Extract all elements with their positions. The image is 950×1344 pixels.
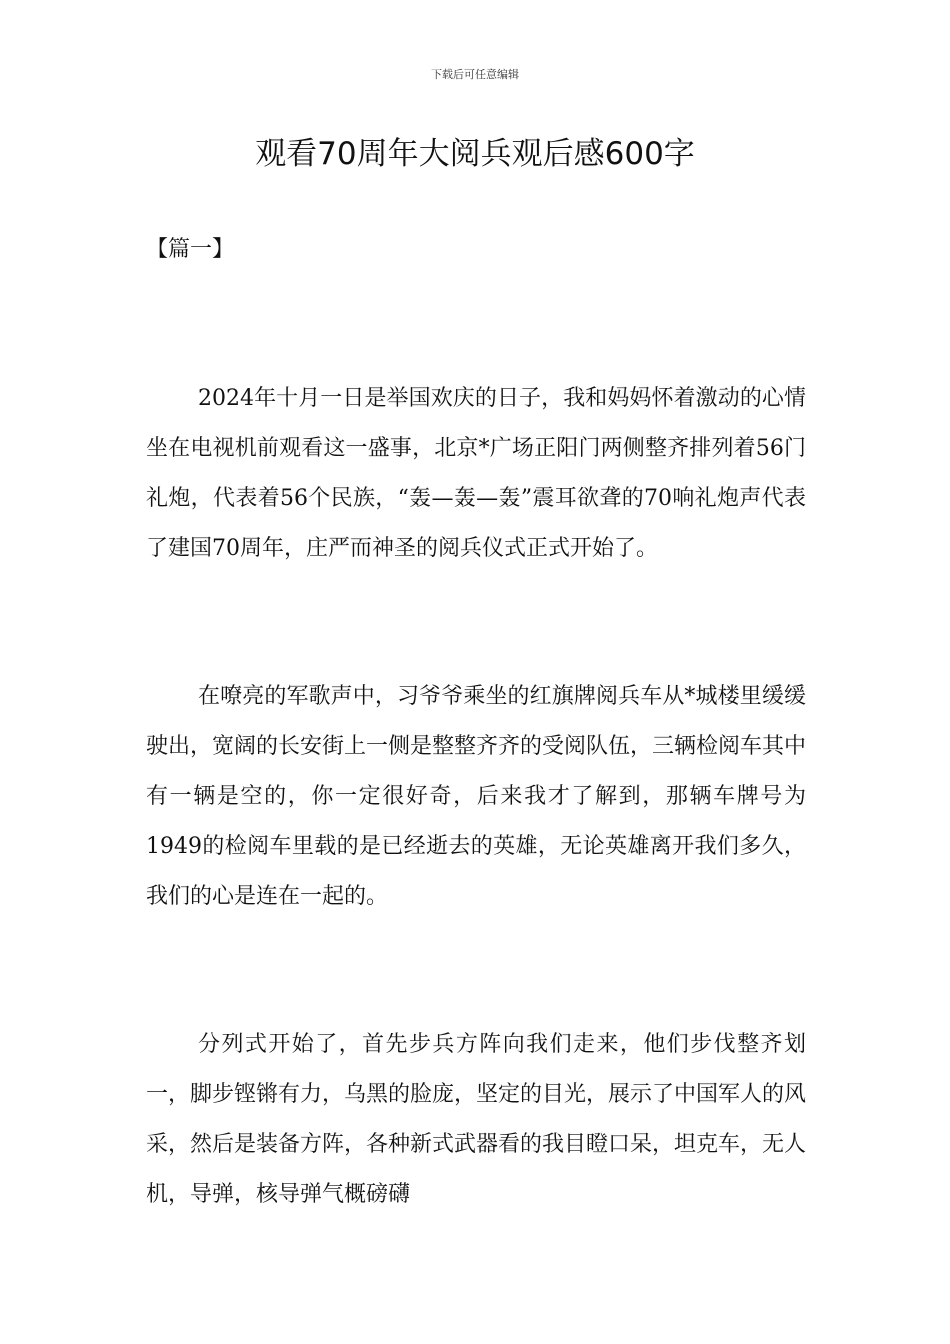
paragraph-3: 分列式开始了，首先步兵方阵向我们走来，他们步伐整齐划一，脚步铿锵有力，乌黑的脸庞，坚定的目光，展示了中国军人的风采，然后是装备方阵，各种新式武器看的我目瞪口呆，坦克车，无人机，导弹，核导弹气概磅礴 xyxy=(146,1032,807,1207)
section-label: 【篇一】 xyxy=(146,237,235,262)
paragraph-1: 2024年十月一日是举国欢庆的日子，我和妈妈怀着激动的心情坐在电视机前观看这一盛事，北京*广场正阳门两侧整齐排列着56门礼炮，代表着56个民族，“轰—轰—轰”震耳欲聋的70响礼炮声代表了建国70周年，庄严而神圣的阅兵仪式正式开始了。 xyxy=(146,386,806,561)
page-header-note: 下载后可任意编辑 xyxy=(431,68,519,81)
document-title: 观看70周年大阅兵观后感600字 xyxy=(255,136,695,172)
paragraph-2: 在嘹亮的军歌声中，习爷爷乘坐的红旗牌阅兵车从*城楼里缓缓驶出，宽阔的长安街上一侧是整整齐齐的受阅队伍，三辆检阅车其中有一辆是空的，你一定很好奇，后来我才了解到，那辆车牌号为1949的检阅车里载的是已经逝去的英雄，无论英雄离开我们多久，我们的心是连在一起的。 xyxy=(146,684,807,909)
